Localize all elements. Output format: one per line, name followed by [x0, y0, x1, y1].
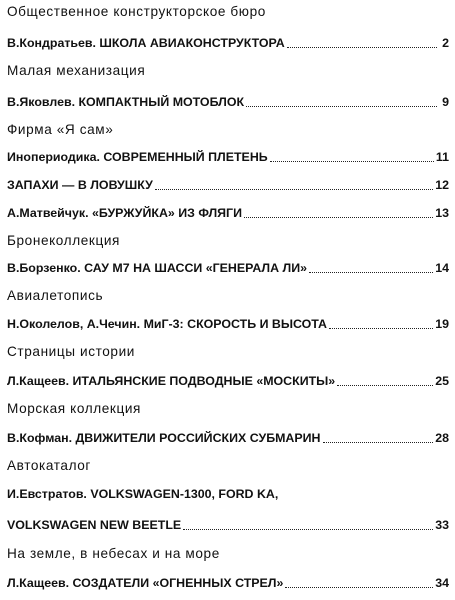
section-heading: Авиалетопись — [7, 288, 104, 303]
page-number: 14 — [435, 261, 449, 275]
dot-leader — [155, 189, 433, 190]
entry-author: Л.Кащеев. — [7, 374, 70, 388]
entry-author: Инопериодика. — [7, 150, 100, 164]
entry-author: В.Кофман. — [7, 431, 73, 445]
toc-entry[interactable] — [7, 150, 449, 164]
entry-author: В.Кондратьев. — [7, 36, 96, 50]
section-heading: На земле, в небесах и на море — [7, 546, 220, 561]
toc-entry[interactable] — [7, 36, 449, 50]
dot-leader — [309, 272, 433, 273]
page-number: 33 — [435, 518, 449, 532]
section-heading: Страницы истории — [7, 344, 135, 359]
entry-author: А.Матвейчук. — [7, 206, 89, 220]
page-number: 2 — [442, 36, 449, 50]
toc-entry[interactable] — [7, 576, 449, 590]
dot-leader — [287, 47, 437, 48]
dot-leader — [329, 328, 433, 329]
page-number: 25 — [435, 374, 449, 388]
page-number: 9 — [442, 95, 449, 109]
dot-leader — [270, 161, 434, 162]
toc-entry[interactable] — [7, 178, 449, 192]
toc-entry[interactable] — [7, 206, 449, 220]
section-heading: Автокаталог — [7, 458, 91, 473]
dot-leader — [337, 385, 433, 386]
toc-entry[interactable] — [7, 518, 449, 532]
entry-title: «БУРЖУЙКА» ИЗ ФЛЯГИ — [91, 206, 242, 220]
entry-author: Л.Кащеев. — [7, 576, 70, 590]
toc-entry[interactable] — [7, 317, 449, 331]
entry-title: СОЗДАТЕЛИ «ОГНЕННЫХ СТРЕЛ» — [72, 576, 284, 590]
toc-entry[interactable] — [7, 261, 449, 275]
entry-title: ЗАПАХИ — В ЛОВУШКУ — [7, 178, 153, 192]
entry-author: И.Евстратов. — [7, 487, 87, 501]
dot-leader — [246, 106, 437, 107]
section-heading: Бронеколлекция — [7, 233, 120, 248]
section-heading: Общественное конструкторское бюро — [7, 4, 266, 19]
entry-title: ИТАЛЬЯНСКИЕ ПОДВОДНЫЕ «МОСКИТЫ» — [72, 374, 336, 388]
dot-leader — [244, 217, 433, 218]
dot-leader — [323, 442, 434, 443]
page-number: 12 — [435, 178, 449, 192]
page-number: 34 — [435, 576, 449, 590]
section-heading: Морская коллекция — [7, 401, 142, 416]
page-number: 19 — [435, 317, 449, 331]
entry-title: КОМПАКТНЫЙ МОТОБЛОК — [78, 95, 245, 109]
entry-title: САУ М7 НА ШАССИ «ГЕНЕРАЛА ЛИ» — [84, 261, 307, 275]
section-heading: Малая механизация — [7, 63, 146, 78]
page-number: 13 — [435, 206, 449, 220]
section-heading: Фирма «Я сам» — [7, 122, 114, 137]
entry-title: ШКОЛА АВИАКОНСТРУКТОРА — [99, 36, 285, 50]
entry-title: СОВРЕМЕННЫЙ ПЛЕТЕНЬ — [103, 150, 268, 164]
entry-author: В.Борзенко. — [7, 261, 81, 275]
dot-leader — [285, 587, 433, 588]
entry-title: ДВИЖИТЕЛИ РОССИЙСКИХ СУБМАРИН — [75, 431, 321, 445]
entry-title: VOLKSWAGEN NEW BEETLE — [7, 518, 182, 532]
toc-entry[interactable] — [7, 431, 449, 445]
toc-entry[interactable] — [7, 95, 449, 109]
entry-author: Н.Околелов, А.Чечин. — [7, 317, 141, 331]
entry-title: МиГ-3: СКОРОСТЬ И ВЫСОТА — [143, 317, 328, 331]
toc-entry[interactable] — [7, 487, 449, 501]
entry-title: VOLKSWAGEN-1300, FORD KA, — [90, 487, 279, 501]
page-number: 11 — [435, 150, 449, 164]
toc-entry[interactable] — [7, 374, 449, 388]
page-number: 28 — [435, 431, 449, 445]
entry-author: В.Яковлев. — [7, 95, 76, 109]
dot-leader — [183, 529, 433, 530]
